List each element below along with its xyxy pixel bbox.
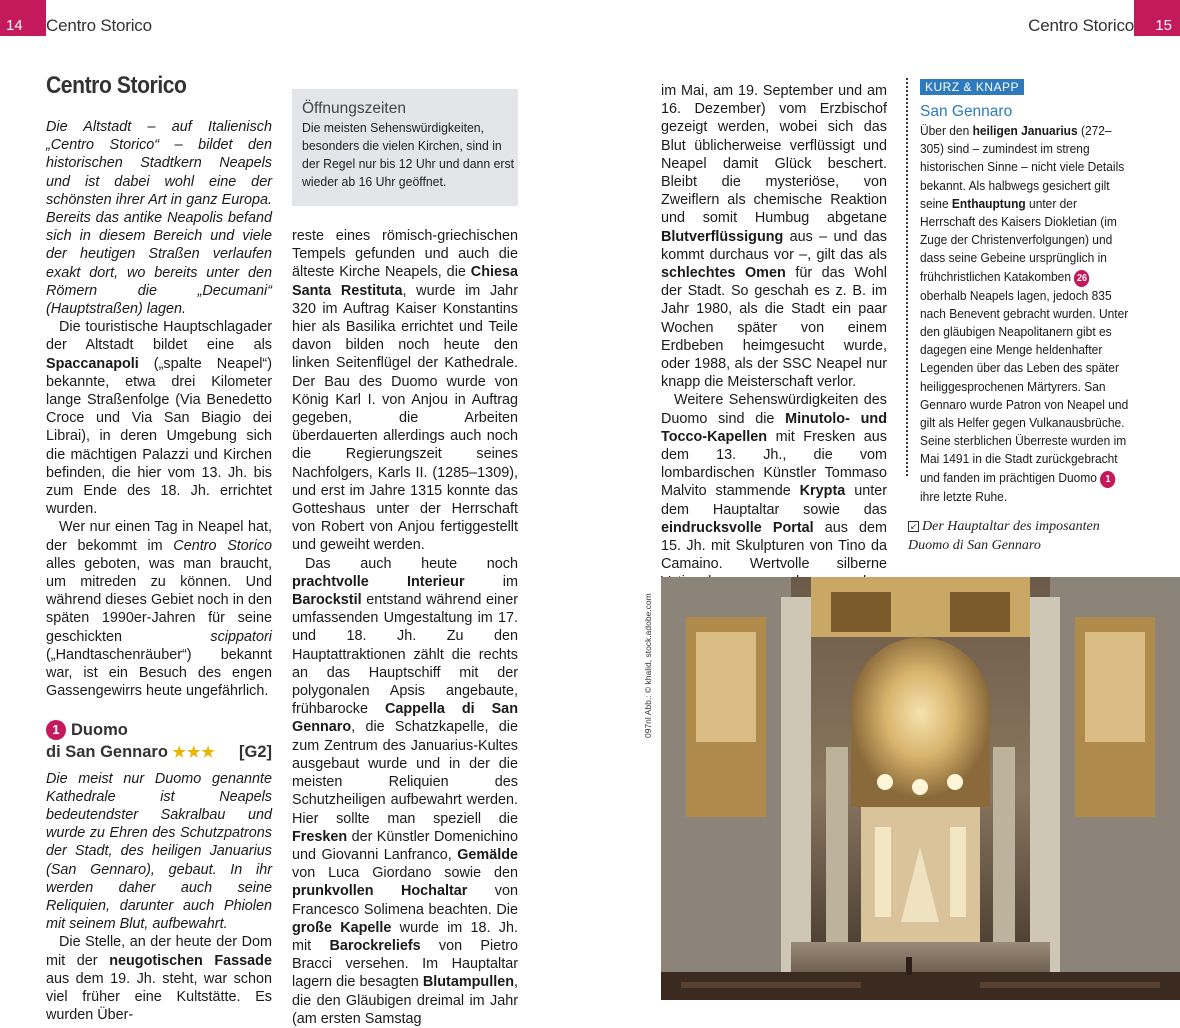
- paragraph-facade: Die Stelle, an der heute der Dom mit der neugotischen Fassade aus dem 19. Jh. steht, war schon viel früher eine Kultstätte. Es wurden Über-: [46, 934, 272, 1024]
- photo-caption: ↙ Der Hauptaltar des imposanten Duomo di San Gennaro: [908, 519, 1100, 553]
- intro-paragraph: Die Altstadt – auf Italienisch „Centro Storico“ – bildet den historischen Stadtkern Neapels und ist dabei wohl eine der schönsten ihrer Art in ganz Europa. Bereits das antike Neapolis befand sich in diesem Bereich und viele der heutigen Straßen verlaufen exakt dort, wo bereits unter den Römern die „Decumani“ (Hauptstraßen) lagen.: [46, 119, 272, 318]
- photo-credit: 097nl Abb.: © khalid, stock.adobe.com: [643, 593, 653, 738]
- right-running-title: Centro Storico: [1028, 16, 1134, 35]
- paragraph-interior: Das auch heute noch prachtvolle Interieur im Barockstil entstand während einer umfassenden Umgestaltung im 17. und 18. Jh. Zu den Hauptattraktionen zählt die rechts an das Hauptschiff mit der polygonalen Apsis angebaute, frühbarocke Cappella di San Gennaro, die Schatzkapelle, die zum Zentrum des Januarius-Kultes ausgebaut wurde und in der die meisten Reliquien des Schutzheiligen aufbewahrt werden. Hier sollte man speziell die Fresken der Künstler Domenichino und Giovanni Lanfranco, Gemälde von Luca Giordano sowie den prunkvollen Hochaltar von Francesco Solimena beachten. Die große Kapelle wurde im 18. Jh. mit Barockreliefs von Pietro Bracci versehen. Im Hauptaltar lagern die besagten Blutampullen, die den Gläubigen dreimal im Jahr (am ersten Samstag: [292, 555, 519, 1027]
- left-page-number: 14: [6, 17, 23, 34]
- column-3: [661, 82, 887, 610]
- paragraph-more-sights: Weitere Sehenswürdigkeiten des Duomo sind die Minutolo- und Tocco-Kapellen mit Fresken aus dem 13. Jh., die vom lombardischen Künstler Tommaso Malvito stammende Krypta unter dem Hauptaltar sowie das eindrucksvolle Portal aus dem 15. Jh. mit Skulpturen von Tino da Camaino. Wertvolle silberne: [661, 392, 887, 573]
- paragraph-blood: im Mai, am 19. September und am 16. Dezember) vom Erzbischof gezeigt werden, wobei sich das Blut üblicherweise verflüssigt und Neapel damit Glück beschert. Bleibt die mysteriöse, von Zweiflern als chemische Reaktion und somit Humbug abgetane Blutverflüssigung aus – und das kommt durchaus vor –, gilt das als schlechtes Omen für das Wohl der Stadt. So geschah es z. B. im Jahr 1980, als die Stadt ein paar Wochen später von einem Erdbeben heimgesucht wurde, oder 1988, als der SSC Neapel nur knapp die Meisterschaft verlor.: [661, 83, 887, 391]
- opening-hours-title: Öffnungszeiten: [302, 100, 406, 117]
- opening-hours-box: [292, 89, 518, 206]
- paragraph-spaccanapoli: Die touristische Hauptschlagader der Altstadt bildet eine als Spaccanapoli („spalte Neapel“) bekannte, etwa drei Kilometer lange Straßenfolge (Via Benedetto Croce und Via San Biagio dei Librai), in deren Umgebung sich die mächtigen Palazzi und Kirchen befinden, die hier vom 13. Jh. bis zum Ende des 18. Jh. errichtet wurden.: [46, 319, 272, 518]
- sight-heading-duomo: 1 Duomo di San Gennaro ★★★ [G2]: [46, 720, 272, 761]
- right-page-number: 15: [1155, 17, 1172, 34]
- map-grid-reference: [G2]: [239, 742, 272, 761]
- kurz-knapp-title: San Gennaro: [920, 103, 1013, 120]
- column-1: [46, 118, 272, 1024]
- duomo-ref-badge: 1: [1100, 471, 1115, 488]
- kurz-knapp-badge: KURZ & KNAPP: [920, 79, 1024, 95]
- page-title: Centro Storico: [46, 72, 187, 99]
- catacomb-ref-badge: 26: [1074, 270, 1089, 287]
- sight-number-badge: 1: [46, 720, 66, 740]
- sight-intro: Die meist nur Duomo genannte Kathedrale ist Neapels bedeutendster Sakralbau und wurde zu Ehren des Schutzpatrons der Stadt, des heiligen Januarius (San Gennaro), gebaut. In ihr werden daher auch seine Reliquien, darunter auch Phiolen mit seinem Blut, aufbewahrt.: [46, 770, 272, 933]
- column-2: [292, 227, 518, 1028]
- left-running-title: Centro Storico: [46, 16, 152, 35]
- kurz-knapp-text: Über den heiligen Januarius (272–305) sind – zumindest im streng historischen Sinne – nicht viele Details bekannt. Als halbwegs gesichert gilt seine Enthauptung unter der Herrschaft des Kaisers Diokletian (im Zuge der Christenverfolgungen) und dass seine Gebeine ursprünglich in frühchristlichen Katakomben 26 oberhalb Neapels lagen, jedoch 835 nach Benevent gebracht wurden. Unter den gläubigen Neapolitanern gibt es dagegen eine Menge heldenhafter Legenden über das Leben des später heiliggesprochenen Märtyrers. San Gennaro wurde Patron von Neapel und gilt als Helfer gegen Vulkanausbrüche. Seine sterblichen Überreste wurden im Mai 1491 in die Stadt zurückgebracht und fanden im prächtigen Duomo 1 ihre letzte Ruhe.: [920, 123, 1129, 504]
- opening-hours-text: Die meisten Sehenswürdigkeiten, besonders die vielen Kirchen, sind in der Regel nur bis 12 Uhr und dann erst wieder ab 16 Uhr geöffnet.: [302, 120, 515, 189]
- cathedral-interior-photo: [661, 577, 1180, 1000]
- paragraph-history: reste eines römisch-griechischen Tempels gefunden und auch die älteste Kirche Neapels, die Chiesa Santa Restituta, wurde im Jahr 320 im Auftrag Kaiser Konstantins hier als Basilika errichtet und Teile davon bilden noch heute den linken Seitenflügel der Kathedrale. Der Bau des Duomo wurde von König Karl I. von Anjou in Auftrag gegeben, die Arbeiten überdauerten allerdings auch noch die Regierungszeit seines Nachfolgers, Karls II. (1285–1309), und erst im Jahre 1315 konnte das Gotteshaus unter der Herrschaft von Robert von Anjou fertiggestellt und geweiht werden.: [292, 228, 518, 554]
- kurz-knapp-box: [906, 78, 1129, 504]
- paragraph-one-day: Wer nur einen Tag in Neapel hat, der bekommt im Centro Storico alles geboten, was man braucht, um mitreden zu können. Und während dieses Gebiet noch in den späten 1990er-Jahren für seine geschickten scippatori („Handtaschenräuber“) bekannt war, ist ein Besuch des engen Gassengewirrs heute ungefährlich.: [46, 519, 272, 700]
- caption-arrow-icon: ↙: [908, 521, 919, 532]
- rating-stars: ★★★: [172, 743, 216, 761]
